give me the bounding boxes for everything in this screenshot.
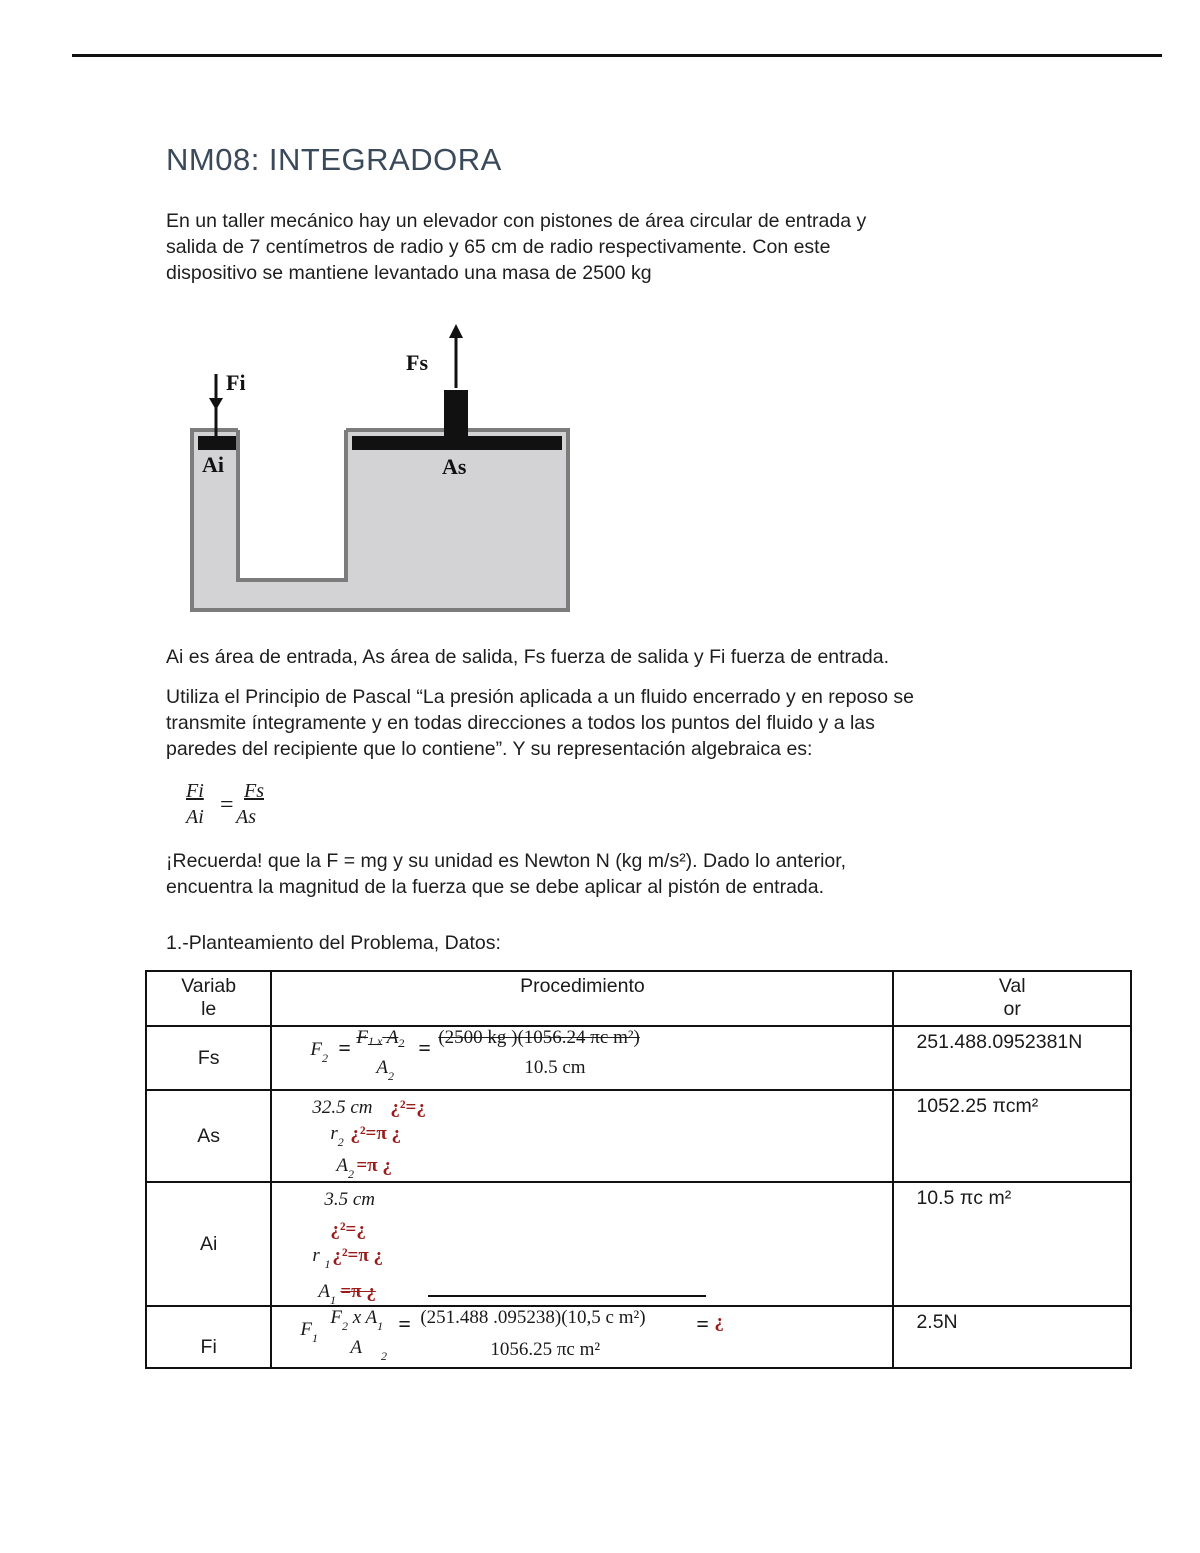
pascal-line: paredes del recipiente que lo contiene”. Y su representación algebraica es: — [166, 738, 813, 760]
pascal-formula — [178, 780, 288, 836]
pascal-line: transmite íntegramente y en todas direcciones a todos los puntos del fluido y a las — [166, 712, 875, 734]
intro-line: dispositivo se mantiene levantado una masa de 2500 kg — [166, 262, 652, 284]
label-fs: Fs — [406, 350, 428, 375]
value-cell: 251.488.0952381N — [893, 1026, 1131, 1090]
table-row — [146, 1090, 1131, 1182]
header-value: Val or — [893, 971, 1131, 1026]
top-rule — [72, 54, 1162, 57]
label-as: As — [442, 454, 467, 479]
procedure-cell: 3.5 cm ¿²=¿ r $_1$ ¿²=π ¿ $A_1$ =π ¿ — [271, 1182, 893, 1306]
variable-cell: Ai — [146, 1182, 271, 1306]
header-variable: Variab le — [146, 971, 271, 1026]
legend-paragraph — [166, 644, 1066, 670]
vessel-gap — [238, 426, 346, 580]
reminder-line: encuentra la magnitud de la fuerza que se debe aplicar al pistón de entrada. — [166, 876, 825, 898]
label-fi: Fi — [226, 370, 246, 395]
pascal-line: Utiliza el Principio de Pascal “La presión aplicada a un fluido encerrado y en reposo se — [166, 686, 914, 708]
intro-line: salida de 7 centímetros de radio y 65 cm de radio respectivamente. Con este — [166, 236, 831, 258]
table-row — [146, 1182, 1131, 1306]
reminder-paragraph — [166, 848, 1066, 900]
procedure-cell: $F_1$ $F_2$ x $A_1$ = (251.488 .095238)(10,5 c m²) = ¿ A $_2$ 1056.25 πc m² — [271, 1306, 893, 1368]
procedure-cell: 32.5 cm ¿²=¿ $r_2$ ¿²=π ¿ $A_2$ =π ¿ — [271, 1090, 893, 1182]
pascal-paragraph — [166, 684, 1066, 762]
legend-line: Ai es área de entrada, As área de salida, Fs fuerza de salida y Fi fuerza de entrada. — [166, 646, 890, 668]
formula-equals: = — [220, 792, 234, 818]
section-heading: 1.-Planteamiento del Problema, Datos: — [166, 932, 501, 954]
value-cell: 2.5N — [893, 1306, 1131, 1368]
header-procedure: Procedimiento — [271, 971, 893, 1026]
variable-cell: Fs — [146, 1026, 271, 1090]
label-ai: Ai — [202, 452, 224, 477]
fraction-line — [428, 1295, 706, 1297]
value-cell: 10.5 πc m² — [893, 1182, 1131, 1306]
fs-arrow-head — [449, 324, 463, 338]
table-header-row — [146, 971, 1131, 1026]
data-table — [145, 970, 1132, 1369]
table-row — [146, 1306, 1131, 1368]
intro-paragraph — [166, 208, 1046, 286]
intro-line: En un taller mecánico hay un elevador con pistones de área circular de entrada y — [166, 210, 867, 232]
fi-arrow-head — [209, 398, 223, 410]
formula-den-left: Ai — [186, 806, 204, 828]
page-title: NM08: INTEGRADORA — [166, 142, 502, 177]
formula-num-right: Fs — [244, 780, 264, 802]
table-row — [146, 1026, 1131, 1090]
small-piston — [198, 436, 236, 450]
variable-cell: Fi — [146, 1306, 271, 1368]
hydraulic-lift-diagram — [186, 318, 576, 618]
procedure-cell: $F_2$ = F1 x $A_2$ = (2500 kg )(1056.24 πc m²) $A_2$ 10.5 cm — [271, 1026, 893, 1090]
variable-cell: As — [146, 1090, 271, 1182]
large-piston-rod — [444, 390, 468, 440]
formula-den-right: As — [236, 806, 256, 828]
value-cell: 1052.25 πcm² — [893, 1090, 1131, 1182]
reminder-line: ¡Recuerda! que la F = mg y su unidad es Newton N (kg m/s²). Dado lo anterior, — [166, 850, 847, 872]
formula-num-left: Fi — [186, 780, 204, 802]
